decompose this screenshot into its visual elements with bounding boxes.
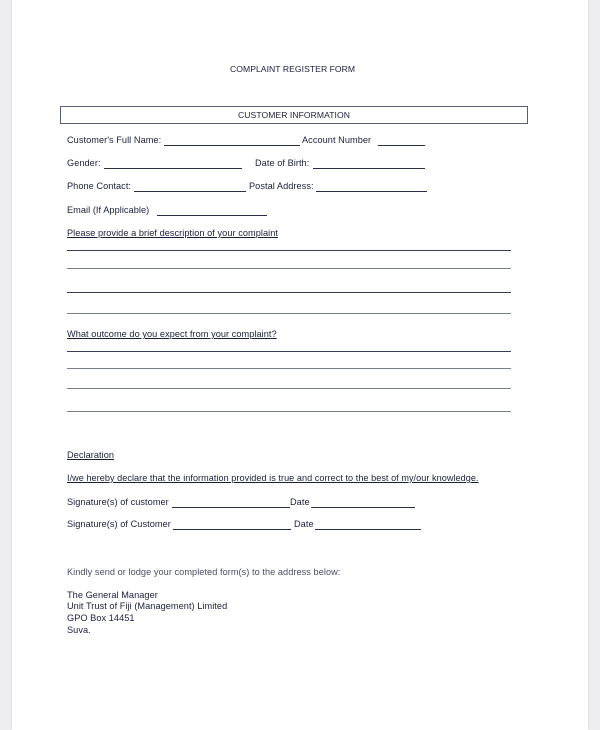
- declaration-text: I/we hereby declare that the information provided is true and correct to the best of my/our knowledge.: [67, 473, 479, 483]
- dob-field[interactable]: [313, 168, 425, 169]
- send-instruction: Kindly send or lodge your completed form(s) to the address below:: [67, 567, 341, 577]
- phone-label: Phone Contact:: [67, 181, 132, 191]
- signature-label-2: Signature(s) of Customer: [67, 519, 171, 529]
- signature-label-1: Signature(s) of customer: [67, 497, 169, 507]
- date-label-1: Date: [290, 497, 310, 507]
- account-number-field[interactable]: [378, 145, 425, 146]
- outcome-line[interactable]: [67, 368, 511, 369]
- complaint-line[interactable]: [67, 313, 511, 314]
- full-name-label: Customer's Full Name:: [67, 135, 162, 145]
- email-label: Email (If Applicable): [67, 205, 150, 215]
- date-label-2: Date: [294, 519, 314, 529]
- address-line-1: The General Manager: [67, 590, 158, 600]
- complaint-line[interactable]: [67, 250, 511, 251]
- address-line-2: Unit Trust of Fiji (Management) Limited: [67, 601, 228, 611]
- declaration-heading: Declaration: [67, 450, 115, 460]
- signature-field-1[interactable]: [172, 507, 290, 508]
- address-line-3: GPO Box 14451: [67, 613, 135, 623]
- section-header-box: [60, 106, 528, 124]
- outcome-line[interactable]: [67, 351, 511, 352]
- date-field-1[interactable]: [311, 507, 415, 508]
- gender-label: Gender:: [67, 158, 101, 168]
- postal-field[interactable]: [316, 191, 427, 192]
- dob-label: Date of Birth:: [255, 158, 310, 168]
- complaint-line[interactable]: [67, 292, 511, 293]
- form-title: COMPLAINT REGISTER FORM: [230, 64, 356, 74]
- complaint-line[interactable]: [67, 268, 511, 269]
- date-field-2[interactable]: [315, 529, 421, 530]
- outcome-line[interactable]: [67, 411, 511, 412]
- outcome-line[interactable]: [67, 388, 511, 389]
- phone-field[interactable]: [134, 191, 246, 192]
- signature-field-2[interactable]: [173, 529, 291, 530]
- gender-field[interactable]: [104, 168, 242, 169]
- outcome-prompt: What outcome do you expect from your complaint?: [67, 329, 277, 339]
- full-name-field[interactable]: [164, 145, 300, 146]
- address-line-4: Suva.: [67, 625, 91, 635]
- form-page: [12, 0, 588, 730]
- email-field[interactable]: [157, 215, 267, 216]
- postal-label: Postal Address:: [249, 181, 314, 191]
- complaint-prompt: Please provide a brief description of your complaint: [67, 228, 278, 238]
- section-header: CUSTOMER INFORMATION: [238, 110, 350, 120]
- account-number-label: Account Number: [302, 135, 372, 145]
